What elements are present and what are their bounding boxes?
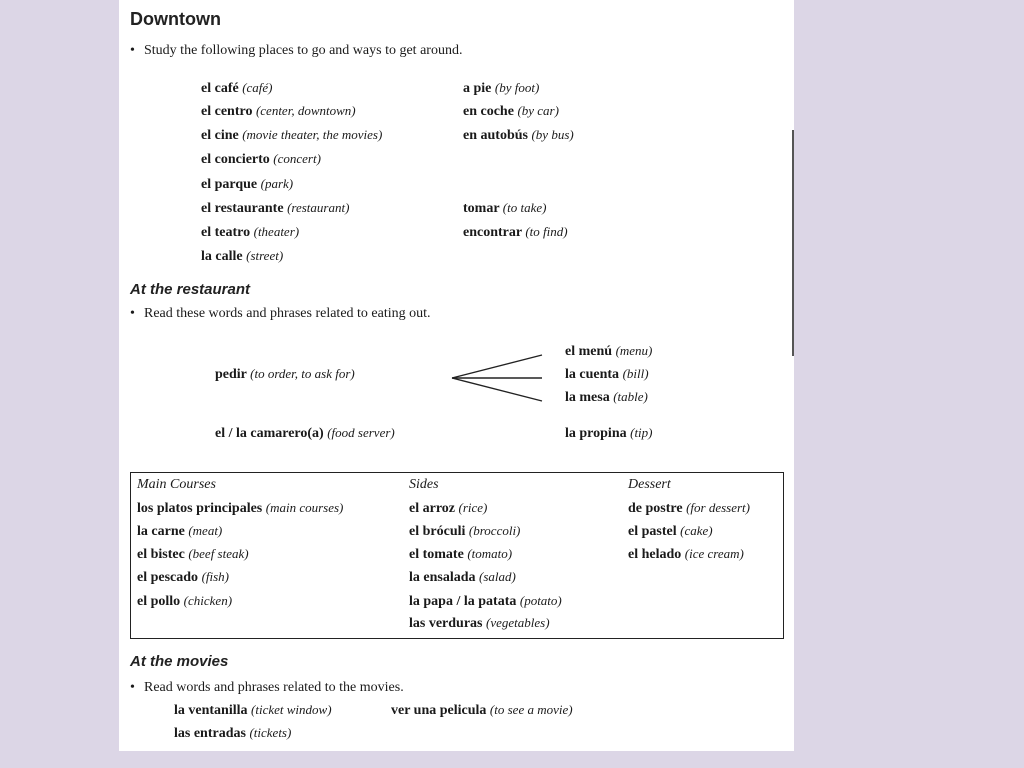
table-cell: el tomate (tomato)	[409, 546, 513, 562]
branch-line	[452, 378, 542, 401]
vocab-item: la ventanilla (ticket window)	[174, 702, 332, 718]
table-cell: la carne (meat)	[137, 523, 223, 539]
movies-intro	[130, 680, 404, 696]
table-cell: los platos principales (main courses)	[137, 500, 344, 516]
section-title-movies: At the movies	[130, 653, 229, 670]
column-header-main-courses: Main Courses	[137, 477, 216, 492]
vocab-item: el menú (menu)	[565, 343, 653, 359]
vocab-item: el teatro (theater)	[201, 224, 300, 240]
vocab-item-server: el / la camarero(a) (food server)	[215, 425, 395, 441]
vocab-item: el parque (park)	[201, 176, 294, 192]
vocab-item: el concierto (concert)	[201, 151, 321, 167]
vocab-item: en coche (by car)	[463, 103, 559, 119]
vocab-item: la mesa (table)	[565, 389, 648, 405]
vocab-item-pedir: pedir (to order, to ask for)	[215, 366, 355, 382]
restaurant-intro	[130, 306, 431, 322]
vocab-item: encontrar (to find)	[463, 224, 568, 240]
branch-line	[452, 355, 542, 378]
vocab-item: ver una pelicula (to see a movie)	[391, 702, 573, 718]
table-cell: el arroz (rice)	[409, 500, 488, 516]
intro-text: Study the following places to go and ways to get around.	[144, 43, 463, 58]
table-cell: la papa / la patata (potato)	[409, 593, 562, 609]
table-cell: la ensalada (salad)	[409, 569, 516, 585]
document-page	[119, 0, 794, 751]
section-title-downtown: Downtown	[130, 9, 221, 29]
vocab-item: en autobús (by bus)	[463, 127, 574, 143]
vocab-item: la calle (street)	[201, 248, 284, 264]
bullet-dot: •	[130, 43, 135, 58]
intro-text: Read these words and phrases related to eating out.	[144, 306, 431, 321]
vocab-item: la cuenta (bill)	[565, 366, 649, 382]
table-cell: el helado (ice cream)	[628, 546, 744, 562]
vocab-item: tomar (to take)	[463, 200, 547, 216]
vocab-item: a pie (by foot)	[463, 80, 540, 96]
vocab-item-tip: la propina (tip)	[565, 425, 653, 441]
table-cell: el bróculi (broccoli)	[409, 523, 521, 539]
table-cell: el pastel (cake)	[628, 523, 713, 539]
page-edge-rule	[792, 130, 794, 356]
vocab-item: el cine (movie theater, the movies)	[201, 127, 383, 143]
menu-table	[130, 472, 784, 639]
bullet-dot: •	[130, 306, 135, 321]
column-header-dessert: Dessert	[628, 477, 671, 492]
intro-text: Read words and phrases related to the movies.	[144, 680, 404, 695]
branch-lines	[450, 350, 550, 406]
vocab-item: el restaurante (restaurant)	[201, 200, 350, 216]
table-cell: el bistec (beef steak)	[137, 546, 249, 562]
vocab-item: las entradas (tickets)	[174, 725, 292, 741]
table-cell: el pollo (chicken)	[137, 593, 233, 609]
column-header-sides: Sides	[409, 477, 439, 492]
bullet-dot: •	[130, 680, 135, 695]
vocab-item: el café (café)	[201, 80, 273, 96]
vocab-item: el centro (center, downtown)	[201, 103, 356, 119]
table-cell: las verduras (vegetables)	[409, 615, 550, 631]
table-cell: de postre (for dessert)	[628, 500, 750, 516]
section-title-restaurant: At the restaurant	[130, 281, 251, 298]
table-cell: el pescado (fish)	[137, 569, 230, 585]
downtown-intro	[130, 43, 462, 59]
